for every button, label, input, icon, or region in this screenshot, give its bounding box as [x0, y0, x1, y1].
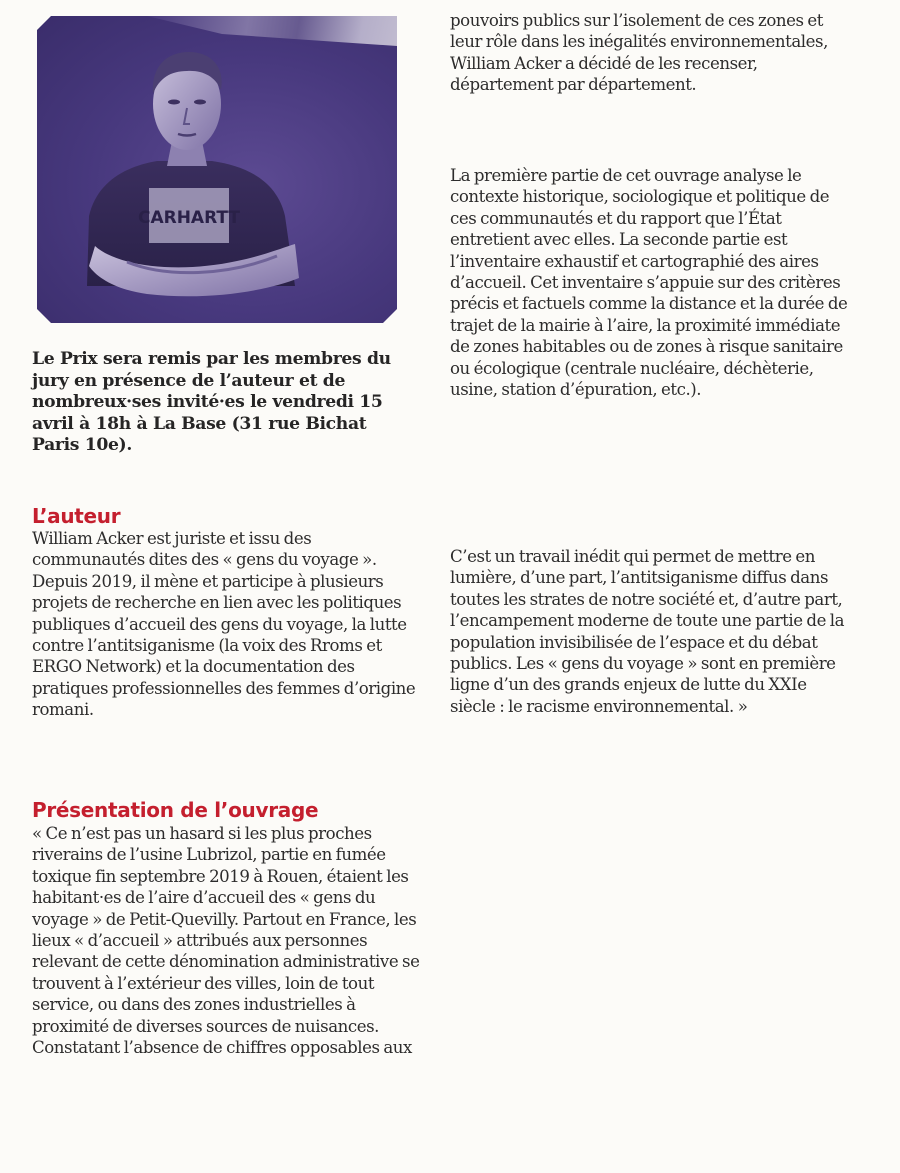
author-silhouette — [37, 16, 397, 323]
paragraph-conclusion: C’est un travail inédit qui permet de mettre en lumière, d’une part, l’antitsiganisme diffus dans toutes les strates de notre société et, d’autre part, l’encampement moderne de toute une partie de la population invisibilisée de l’espace et du débat publics. Les « gens du voyage » sont en première ligne d’un des grands enjeux de lutte du XXIe siècle : le racisme environnemental. » — [450, 547, 845, 716]
author-bio: William Acker est juriste et issu des communautés dites des « gens du voyage ». Depuis 2019, il mène et participe à plusieurs projets de recherche en lien avec les politiques publiques d’accueil des gens du voyage, la lutte contre l’antitsiganisme (la voix des Rroms et ERGO Network) et la documentation des pratiques professionnelles des femmes d’origine romani. — [32, 529, 416, 720]
paragraph-book-structure: La première partie de cet ouvrage analyse le contexte historique, sociologique et politique de ces communautés et du rapport que l’État entretient avec elles. La seconde partie est l’inventaire exhaustif et cartographié des aires d’accueil. Cet inventaire s’appuie sur des critères précis et factuels comme la distance et la durée de trajet de la mairie à l’aire, la proximité immédiate de zones habitables ou de zones à risque sanitaire ou écologique (centrale nucléaire, déchèterie, usine, station d’épuration, etc.). — [450, 166, 848, 400]
author-heading: L’auteur — [32, 504, 121, 528]
author-photo — [37, 16, 397, 323]
paragraph-continuation: pouvoirs publics sur l’isolement de ces zones et leur rôle dans les inégalités environnementales, William Acker a décidé de les recenser, département par département. — [450, 11, 828, 95]
presentation-heading: Présentation de l’ouvrage — [32, 798, 319, 822]
shirt-text: CARHARTT — [137, 208, 241, 228]
presentation-text: « Ce n’est pas un hasard si les plus proches riverains de l’usine Lubrizol, partie en fumée toxique fin septembre 2019 à Rouen, étaient les habitant·es de l’aire d’accueil des « gens du voyage » de Petit-Quevilly. Partout en France, les lieux « d’accueil » attribués aux personnes relevant de cette dénomination administrative se trouvent à l’extérieur des villes, loin de tout service, ou dans des zones industrielles à proximité de diverses sources de nuisances. Constatant l’absence de chiffres opposables aux — [32, 824, 420, 1058]
event-announcement: Le Prix sera remis par les membres du jury en présence de l’auteur et de nombreux·ses invité·es le vendredi 15 avril à 18h à La Base (31 rue Bichat Paris 10e). — [32, 349, 391, 456]
